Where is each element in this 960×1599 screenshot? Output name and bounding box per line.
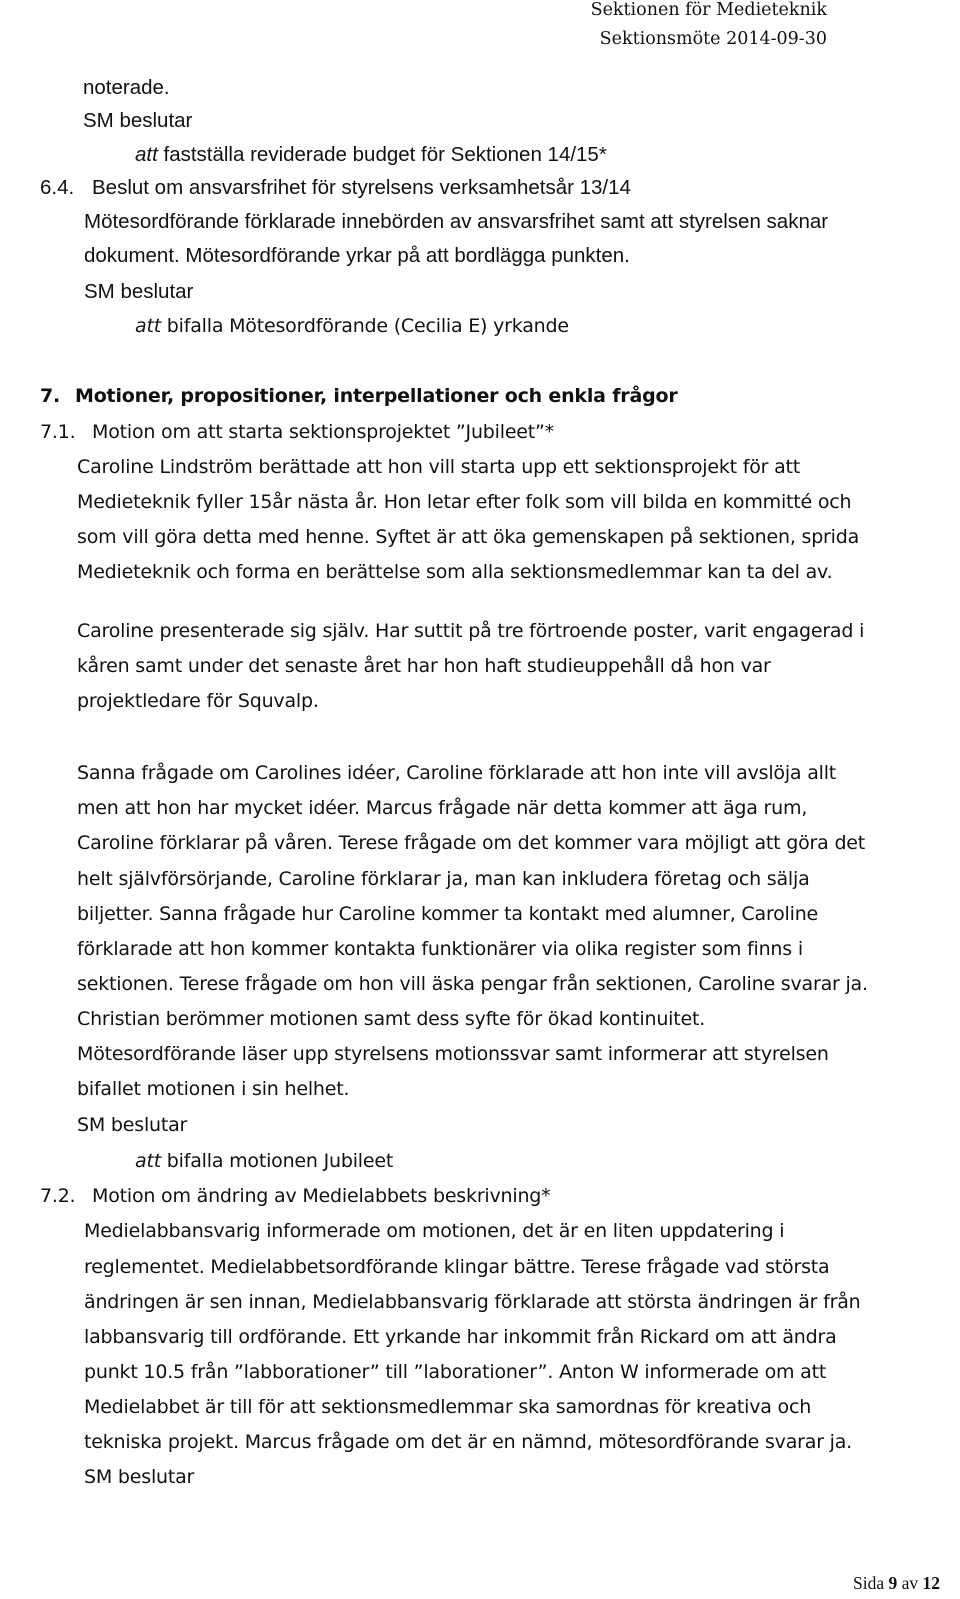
paragraph-line: Caroline presenterade sig själv. Har suttit på tre förtroende poster, varit engagerad i bbox=[77, 620, 865, 642]
section-number: 7.2. bbox=[40, 1185, 76, 1207]
decision-text: bifalla Mötesordförande (Cecilia E) yrkande bbox=[160, 315, 569, 337]
header-section-name: Sektionen för Medieteknik bbox=[590, 0, 827, 20]
paragraph-line: Christian berömmer motionen samt dess syfte för ökad kontinuitet. bbox=[77, 1008, 706, 1030]
paragraph-line: sektionen. Terese frågade om hon vill äska pengar från sektionen, Caroline svarar ja. bbox=[77, 973, 868, 995]
att-word: att bbox=[135, 143, 158, 166]
paragraph-line: ändringen är sen innan, Medielabbansvarig förklarade att största ändringen är från bbox=[84, 1291, 861, 1313]
text-line: noterade. bbox=[83, 76, 170, 99]
paragraph-line: Mötesordförande läser upp styrelsens motionssvar samt informerar att styrelsen bbox=[77, 1043, 829, 1065]
section-number: 7.1. bbox=[40, 421, 76, 443]
paragraph-line: kåren samt under det senaste året har hon haft studieuppehåll då hon var bbox=[77, 655, 771, 677]
sm-beslutar-label: SM beslutar bbox=[83, 109, 193, 132]
paragraph-line: biljetter. Sanna frågade hur Caroline kommer ta kontakt med alumner, Caroline bbox=[77, 903, 819, 925]
decision-line bbox=[135, 1150, 393, 1172]
footer-av: av bbox=[901, 1573, 919, 1593]
paragraph-line: helt självförsörjande, Caroline förklarar ja, man kan inkludera företag och sälja bbox=[77, 868, 810, 890]
paragraph-line: dokument. Mötesordförande yrkar på att bordlägga punkten. bbox=[84, 244, 630, 267]
paragraph-line: som vill göra detta med henne. Syftet är att öka gemenskapen på sektionen, sprida bbox=[77, 526, 860, 548]
paragraph-line: bifallet motionen i sin helhet. bbox=[77, 1078, 350, 1100]
paragraph-line: Medieteknik fyller 15år nästa år. Hon letar efter folk som vill bilda en kommitté och bbox=[77, 491, 852, 513]
paragraph-line: Medielabbansvarig informerade om motionen, det är en liten uppdatering i bbox=[84, 1220, 785, 1242]
section-title: Motion om att starta sektionsprojektet ”Jubileet”* bbox=[92, 421, 554, 443]
sm-beslutar-label: SM beslutar bbox=[84, 1466, 195, 1488]
section-title: Beslut om ansvarsfrihet för styrelsens verksamhetsår 13/14 bbox=[92, 176, 631, 199]
paragraph-line: Caroline Lindström berättade att hon vill starta upp ett sektionsprojekt för att bbox=[77, 456, 801, 478]
footer-page: 9 bbox=[888, 1573, 898, 1593]
paragraph-line: Sanna frågade om Carolines idéer, Caroline förklarade att hon inte vill avslöja allt bbox=[77, 762, 837, 784]
paragraph-line: förklarade att hon kommer kontakta funktionärer via olika register som finns i bbox=[77, 938, 803, 960]
heading-number: 7. bbox=[40, 385, 61, 407]
paragraph-line: tekniska projekt. Marcus frågade om det är en nämnd, mötesordförande svarar ja. bbox=[84, 1431, 853, 1453]
sm-beslutar-label: SM beslutar bbox=[84, 280, 194, 303]
att-word: att bbox=[135, 1150, 161, 1172]
heading-title: Motioner, propositioner, interpellationer och enkla frågor bbox=[75, 385, 678, 407]
decision-text: fastställa reviderade budget för Sektionen 14/15* bbox=[157, 143, 607, 166]
paragraph-line: reglementet. Medielabbetsordförande klingar bättre. Terese frågade vad största bbox=[84, 1256, 830, 1278]
paragraph-line: Medieteknik och forma en berättelse som alla sektionsmedlemmar kan ta del av. bbox=[77, 561, 833, 583]
header-meeting-date: Sektionsmöte 2014-09-30 bbox=[599, 29, 827, 49]
section-number: 6.4. bbox=[40, 176, 75, 199]
decision-line bbox=[135, 143, 607, 167]
paragraph-line: punkt 10.5 från ”labborationer” till ”laborationer”. Anton W informerade om att bbox=[84, 1361, 827, 1383]
att-word: att bbox=[135, 315, 161, 337]
decision-text: bifalla motionen Jubileet bbox=[160, 1150, 394, 1172]
section-title: Motion om ändring av Medielabbets beskrivning* bbox=[92, 1185, 551, 1207]
paragraph-line: projektledare för Squvalp. bbox=[77, 690, 319, 712]
paragraph-line: labbansvarig till ordförande. Ett yrkande har inkommit från Rickard om att ändra bbox=[84, 1326, 837, 1348]
footer-total: 12 bbox=[922, 1573, 940, 1593]
paragraph-line: Caroline förklarar på våren. Terese frågade om det kommer vara möjligt att göra det bbox=[77, 832, 866, 854]
paragraph-line: Mötesordförande förklarade innebörden av ansvarsfrihet samt att styrelsen saknar bbox=[84, 210, 829, 233]
sm-beslutar-label: SM beslutar bbox=[77, 1114, 188, 1136]
paragraph-line: men att hon har mycket idéer. Marcus frågade när detta kommer att äga rum, bbox=[77, 797, 808, 819]
page-number-footer bbox=[853, 1573, 940, 1594]
paragraph-line: Medielabbet är till för att sektionsmedlemmar ska samordnas för kreativa och bbox=[84, 1396, 812, 1418]
decision-line bbox=[135, 315, 569, 337]
footer-sida: Sida bbox=[852, 1573, 885, 1593]
